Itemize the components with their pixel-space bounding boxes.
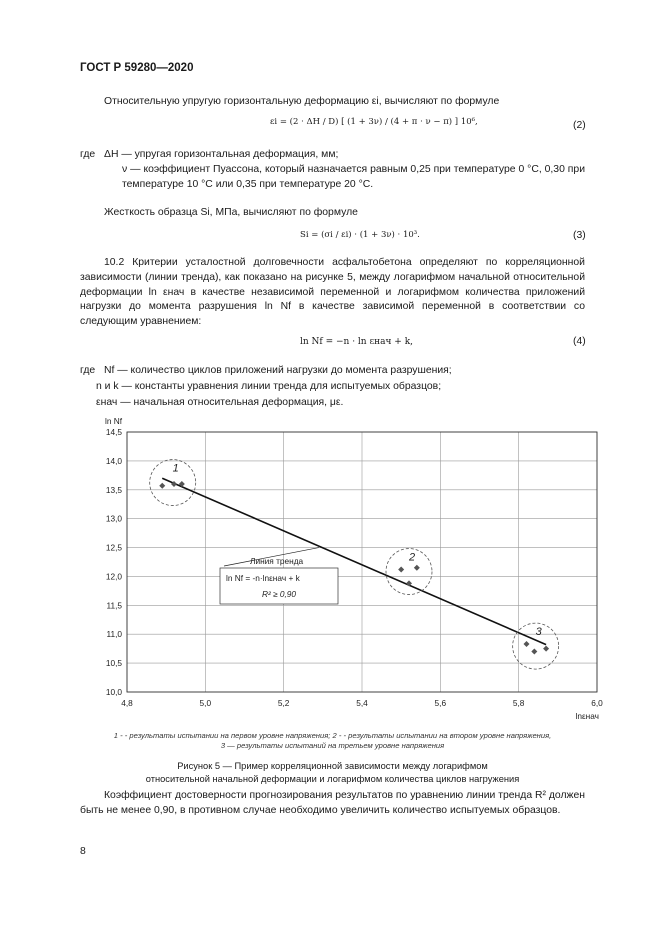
y-axis-label: ln Nf bbox=[105, 416, 123, 426]
annotation-equation: ln Nf = -n·lnεнач + k bbox=[226, 573, 300, 583]
page-number: 8 bbox=[80, 846, 86, 857]
data-point bbox=[398, 567, 404, 573]
x-axis-label: lnεнач bbox=[575, 711, 599, 721]
y-tick-label: 11,5 bbox=[106, 600, 122, 611]
definition-n-k: n и k — константы уравнения линии тренда для испытуемых образцов; bbox=[96, 381, 442, 392]
x-tick-label: 5,2 bbox=[277, 698, 290, 708]
x-tick-label: 5,6 bbox=[434, 698, 447, 708]
y-tick-label: 10,0 bbox=[105, 687, 122, 697]
y-tick-label: 14,0 bbox=[105, 455, 122, 466]
definition-dh: ΔH — упругая горизонтальная деформация, мм; bbox=[104, 149, 339, 160]
formula-3-text: Si = (σi / εi) · (1 + 3ν) · 10³. bbox=[300, 230, 420, 240]
figure-caption: Рисунок 5 — Пример корреляционной зависимости между логарифмом относительной начальной деформации и логарифмом количества циклов нагружения bbox=[145, 761, 520, 784]
data-point bbox=[543, 646, 549, 652]
x-tick-label: 6,0 bbox=[591, 698, 603, 708]
paragraph-criteria: 10.2 Критерии усталостной долговечности асфальтобетона определяют по корреляционной зависимости (линии тренда), как показано на рисунке 5, между логарифмом начальной относительной деформации ln εнач в качестве независимой переменной и логарифмом количества приложений нагрузки до момента разрушения ln Nf в качестве зависимой переменной в соответствии со следующим уравнением: bbox=[80, 257, 585, 328]
formula-3-number: (3) bbox=[573, 230, 586, 241]
definition-nf: Nf — количество циклов приложений нагрузки до момента разрушения; bbox=[104, 365, 452, 376]
where-label-2: где bbox=[80, 365, 96, 376]
formula-2-number: (2) bbox=[573, 120, 586, 131]
where-label-1: где bbox=[80, 149, 96, 160]
definition-nu: ν — коэффициент Пуассона, который назначается равным 0,25 при температуре 0 °С, 0,30 при температуре 10 °С или 0,35 при температуре 20 °С. bbox=[122, 164, 585, 190]
paragraph-strain: Относительную упругую горизонтальную деформацию εi, вычисляют по формуле bbox=[104, 96, 500, 107]
figure-notes: 1 - - результаты испытании на первом уровне напряжения; 2 - - результаты испытании на втором уровне напряжения, 3 — результаты испытаний на третьем уровне напряжения bbox=[113, 731, 552, 751]
formula-4-text: ln Nf = −n · ln εнач + k, bbox=[300, 337, 414, 347]
data-point bbox=[524, 641, 530, 647]
x-tick-label: 5,8 bbox=[512, 698, 525, 708]
formula-2-text: εi = (2 · ΔH / D) [ (1 + 3ν) / (4 + π · ν − π) ] 10⁶, bbox=[270, 117, 478, 127]
y-tick-label: 12,0 bbox=[105, 571, 122, 582]
formula-4 bbox=[300, 336, 413, 347]
data-point bbox=[414, 565, 420, 571]
y-tick-label: 10,5 bbox=[105, 658, 122, 669]
paragraph-reliability: Коэффициент достоверности прогнозирования результатов по уравнению линии тренда R² должен быть не менее 0,90, в противном случае необходимо увеличить количество испытуемых образцов. bbox=[80, 790, 585, 816]
trend-line bbox=[162, 478, 546, 644]
formula-2 bbox=[270, 116, 478, 127]
x-tick-label: 4,8 bbox=[121, 698, 133, 708]
annotation-r2: R² ≥ 0,90 bbox=[261, 589, 297, 599]
x-tick-label: 5,0 bbox=[199, 698, 212, 708]
definition-eps: εнач — начальная относительная деформация, με. bbox=[96, 397, 344, 408]
group-label-2: 2 bbox=[408, 551, 416, 564]
data-point bbox=[159, 483, 165, 489]
y-tick-label: 13,0 bbox=[105, 513, 122, 524]
x-tick-label: 5,4 bbox=[356, 698, 368, 708]
y-tick-label: 12,5 bbox=[105, 542, 122, 553]
group-label-1: 1 bbox=[172, 462, 179, 475]
y-tick-label: 14,5 bbox=[105, 427, 122, 437]
page-header: ГОСТ Р 59280—2020 bbox=[80, 62, 194, 74]
y-tick-label: 11,0 bbox=[106, 629, 122, 640]
formula-4-number: (4) bbox=[573, 336, 586, 347]
data-point bbox=[531, 649, 537, 655]
trend-chart bbox=[60, 410, 620, 730]
formula-3 bbox=[300, 229, 420, 240]
y-tick-label: 13,5 bbox=[105, 484, 122, 495]
group-label-3: 3 bbox=[535, 626, 542, 639]
paragraph-stiffness: Жесткость образца Si, МПа, вычисляют по формуле bbox=[104, 207, 358, 218]
annotation-title: Линия тренда bbox=[250, 556, 304, 566]
